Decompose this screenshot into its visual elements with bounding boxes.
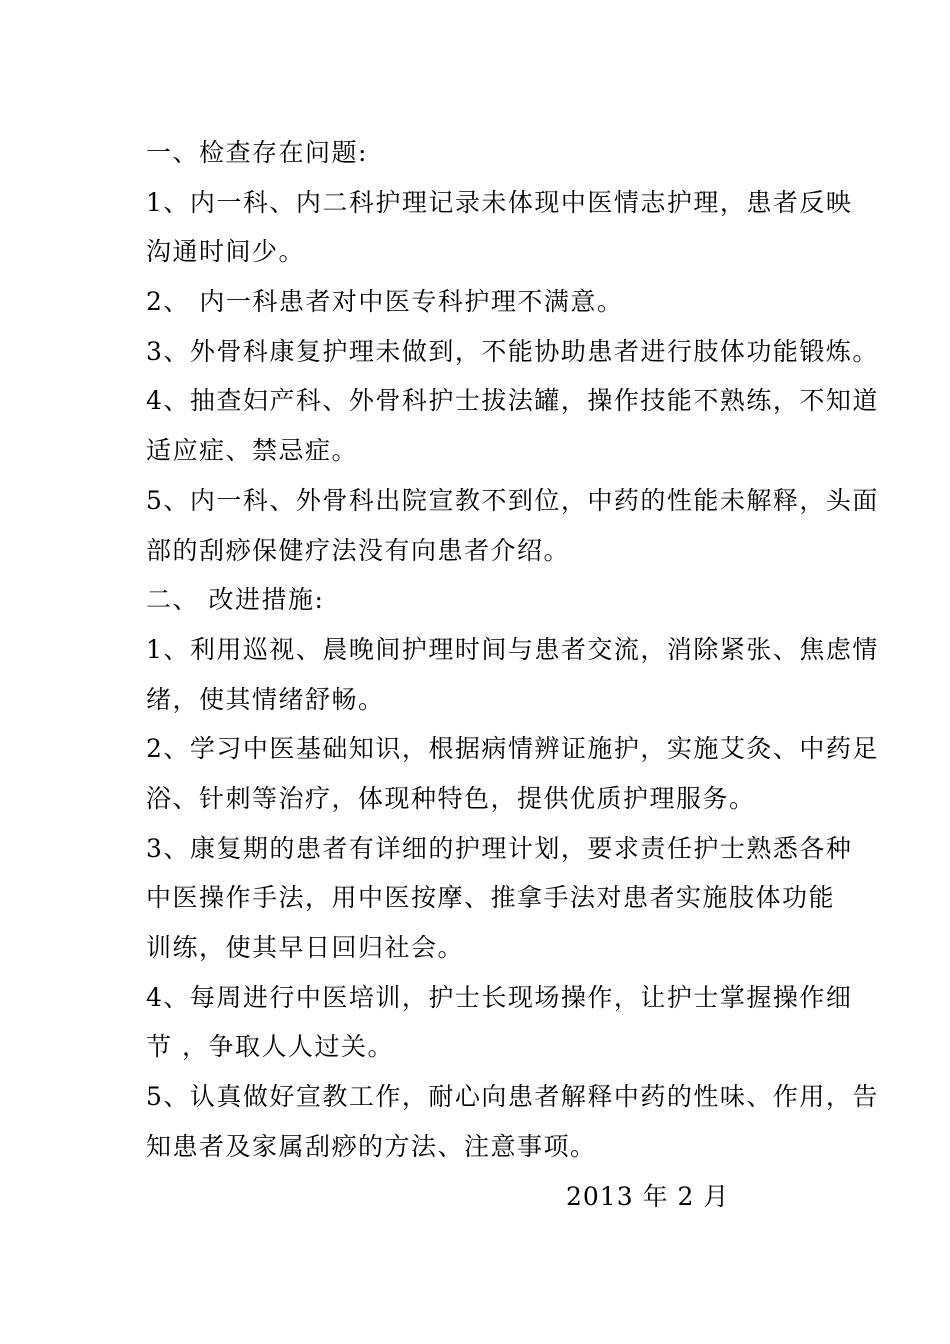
problem-4-line-1: 4、抽查妇产科、外骨科护士拔法罐，操作技能不熟练，不知道: [146, 386, 879, 416]
measure-4-line-1: 4、每周进行中医培训，护士长现场操作，让护士掌握操作细: [146, 982, 853, 1012]
section-heading-problems: 一、检查存在问题:: [146, 138, 368, 167]
measure-1-line-1: 1、利用巡视、晨晚间护理时间与患者交流，消除紧张、焦虑情: [146, 634, 879, 664]
problem-5-line-1: 5、内一科、外骨科出院宣教不到位，中药的性能未解释，头面: [146, 485, 879, 515]
section-heading-measures: 二、 改进措施:: [146, 585, 325, 615]
measure-2-line-1: 2、学习中医基础知识，根据病情辨证施护，实施艾灸、中药足: [146, 734, 879, 764]
measure-3-line-1: 3、康复期的患者有详细的护理计划，要求责任护士熟悉各种: [146, 833, 853, 863]
document-date: 2013 年 2 月: [566, 1182, 730, 1211]
problem-1-line-2: 沟通时间少。: [146, 237, 306, 267]
problem-1-line-1: 1、内一科、内二科护理记录未体现中医情志护理，患者反映: [146, 187, 853, 217]
document-body: [146, 128, 879, 1171]
problem-3-line-1: 3、外骨科康复护理未做到，不能协助患者进行肢体功能锻炼。: [146, 336, 879, 366]
measure-4-line-2: 节 ，争取人人过关。: [146, 1032, 394, 1062]
measure-3-line-2: 中医操作手法，用中医按摩、推拿手法对患者实施肢体功能: [146, 883, 836, 913]
problem-2-line-1: 2、 内一科患者对中医专科护理不满意。: [146, 287, 624, 317]
measure-5-line-1: 5、认真做好宣教工作，耐心向患者解释中药的性味、作用，告: [146, 1082, 879, 1112]
measure-3-line-3: 训练，使其早日回归社会。: [146, 933, 465, 962]
problem-5-line-2: 部的刮痧保健疗法没有向患者介绍。: [146, 535, 571, 565]
measure-5-line-2: 知患者及家属刮痧的方法、注意事项。: [146, 1131, 597, 1161]
measure-2-line-2: 浴、针刺等治疗，体现种特色，提供优质护理服务。: [146, 783, 756, 813]
measure-1-line-2: 绪，使其情绪舒畅。: [146, 684, 385, 714]
problem-4-line-2: 适应症、禁忌症。: [146, 436, 359, 466]
